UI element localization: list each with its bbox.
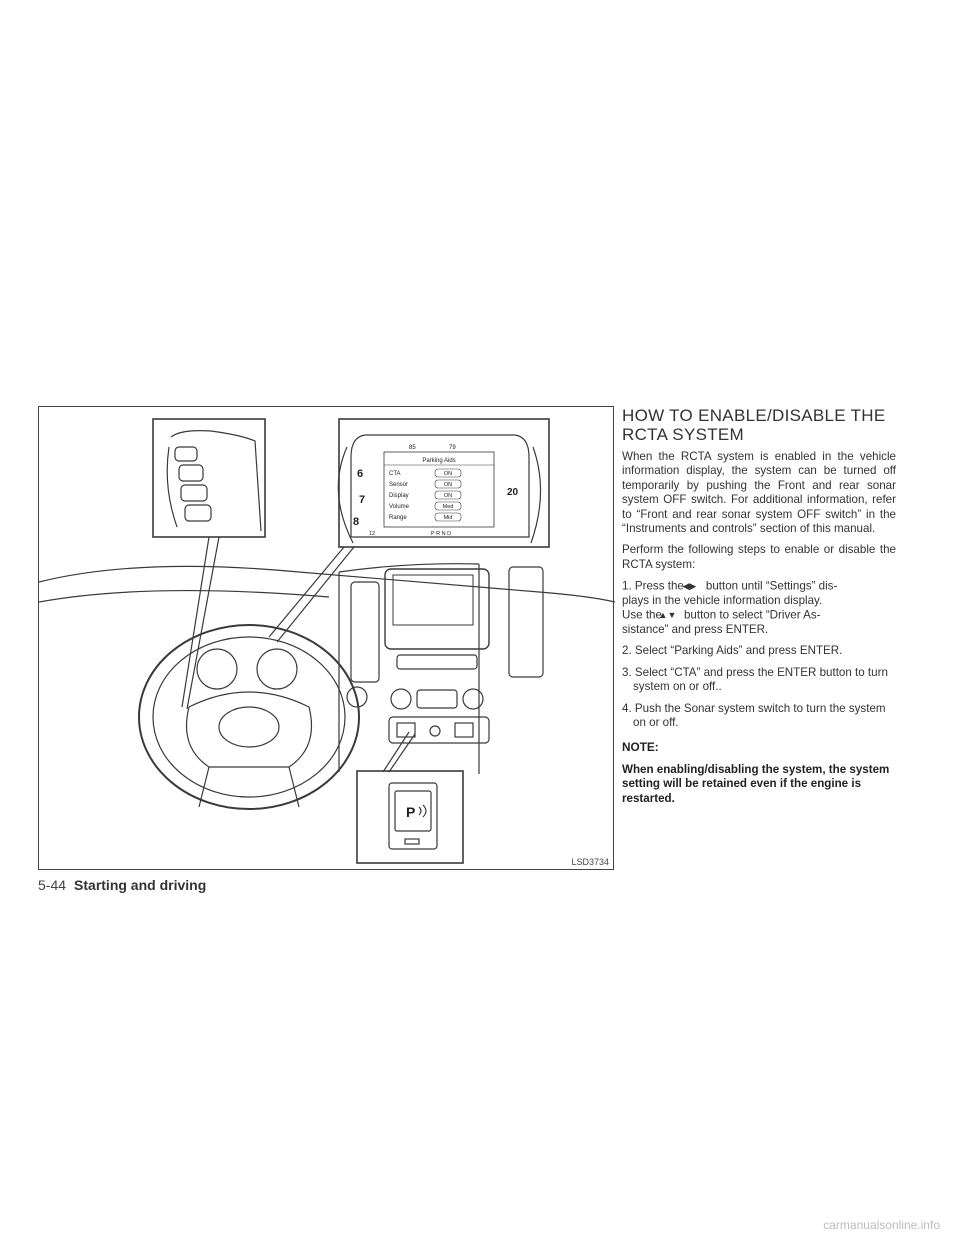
- note-text: When enabling/disabling the system, the system setting will be retained even if the engine is restarted.: [622, 762, 890, 805]
- perform-paragraph: Perform the following steps to enable or disable the RCTA system:: [622, 543, 896, 571]
- intro-paragraph: When the RCTA system is enabled in the vehicle information display, the system can be turned off temporarily by pushing the Front and rear sonar system OFF switch. For additional information, refer to “Front and rear sonar system OFF switch” in the “Instruments and controls” section of this manual.: [622, 450, 896, 536]
- step-3: 3. Select “CTA” and press the ENTER button to turn system on or off..: [622, 665, 888, 694]
- step-1-text-e: button to select “Driver As-: [683, 608, 821, 622]
- step-1-text-a: 1. Press the: [622, 579, 684, 593]
- display-row-value: Med: [442, 504, 454, 510]
- display-row-label: Volume: [389, 504, 410, 510]
- page-number: 5-44: [38, 877, 67, 893]
- gauge-number: 6: [357, 468, 364, 480]
- section-heading: [622, 406, 896, 444]
- display-row-value: ON: [443, 471, 453, 477]
- top-value: 79: [449, 445, 456, 451]
- display-row-value: Mid: [443, 515, 453, 521]
- section-title: Starting and driving: [74, 877, 207, 893]
- display-row-label: Display: [389, 493, 409, 499]
- gear-indicator: P R N D: [431, 531, 452, 537]
- sonar-switch-icon: P: [406, 804, 416, 820]
- gauge-number: 8: [353, 516, 360, 528]
- illustration-figure: [38, 406, 614, 870]
- display-title: Parking Aids: [422, 458, 456, 464]
- left-right-arrows-icon: ◀▶: [682, 581, 697, 592]
- step-1: [622, 579, 896, 637]
- display-row-label: Range: [389, 515, 407, 521]
- watermark: carmanualsonline.info: [823, 1218, 940, 1232]
- display-row-label: Sensor: [389, 482, 409, 488]
- step-2: 2. Select “Parking Aids” and press ENTER.: [622, 644, 843, 658]
- step-1-text-c: plays in the vehicle information display.: [622, 593, 823, 607]
- heading-line-2: RCTA SYSTEM: [622, 425, 745, 444]
- figure-code: LSD3734: [571, 857, 609, 867]
- top-value: 85: [409, 445, 416, 451]
- note-heading: NOTE:: [622, 740, 659, 755]
- text-column: [622, 406, 896, 806]
- step-4: 4. Push the Sonar system switch to turn the system on or off.: [622, 701, 886, 730]
- display-row-label: CTA: [389, 471, 401, 477]
- step-1-text-b: button until “Settings” dis-: [705, 579, 838, 593]
- speed-number: 20: [507, 487, 519, 498]
- steering-switch-inset: [153, 419, 265, 537]
- gauge-number: 7: [359, 494, 366, 506]
- page-footer: [38, 877, 206, 893]
- heading-line-1: HOW TO ENABLE/DISABLE THE: [622, 406, 886, 425]
- step-1-text-d: Use the: [622, 608, 662, 622]
- display-row-value: ON: [443, 493, 453, 499]
- up-down-arrows-icon: ▲▼: [658, 610, 677, 621]
- display-row-value: ON: [443, 482, 453, 488]
- dashboard-illustration: [39, 407, 615, 871]
- bottom-left-value: 12: [369, 531, 376, 537]
- step-1-text-f: sistance” and press ENTER.: [622, 623, 769, 636]
